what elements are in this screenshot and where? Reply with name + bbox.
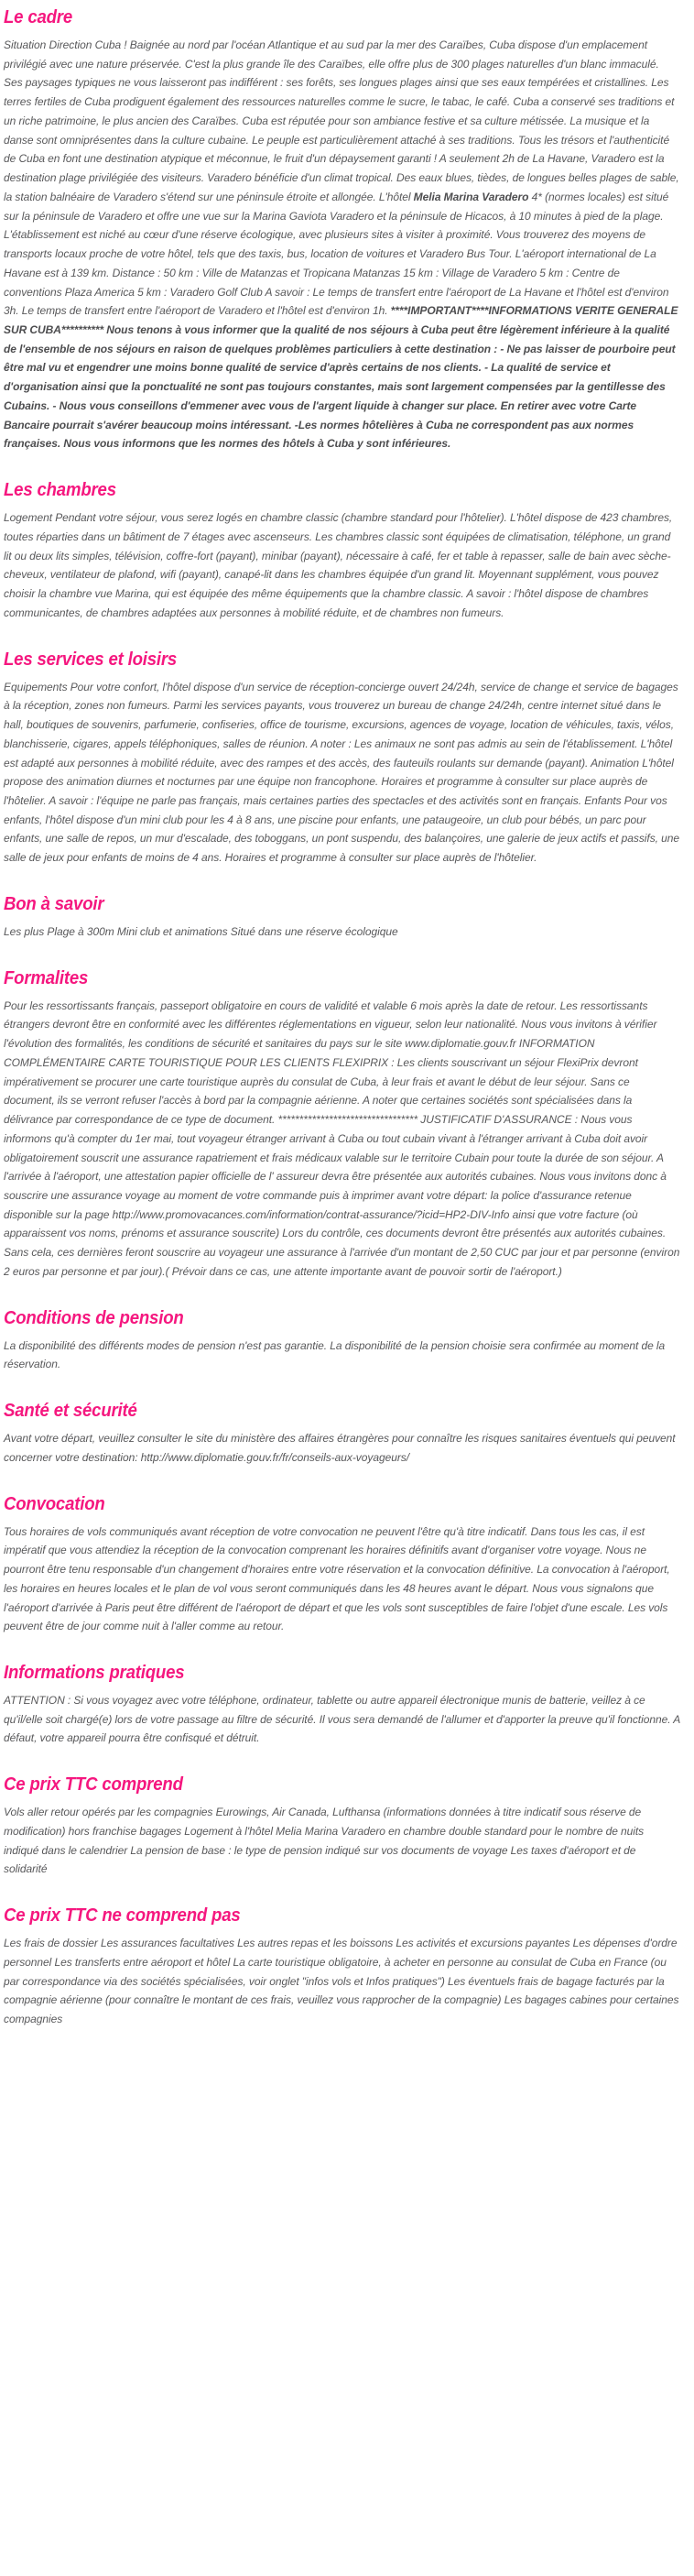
section-les-chambres [4,480,690,622]
section-title-sante-et-securite: Santé et sécurité [4,1401,137,1422]
section-body-convocation: Tous horaires de vols communiqués avant réception de votre convocation ne peuvent l'être qu'à titre indicatif. Dans tous les cas, il est impératif que vous attendiez la réception de la convocation comprenant les horaires définitifs avant d'organiser votre voyage. Nous ne pourront être tenu responsable d'un changement d'horaires entre votre réservation et la convocation définitive. La convocation à l'aéroport, les horaires en heures locales et le plan de vol vous seront communiqués dans les 48 heures avant le départ. Nous vous signalons que l'aéroport d'arrivée à Paris peut être différent de l'aéroport de départ et que les vols sont susceptibles de faire l'objet d'une escale. Les vols peuvent être de jour comme nuit à l'aller comme au retour. [4,1524,670,1633]
section-les-services-et-loisirs [4,649,690,868]
section-title-informations-pratiques: Informations pratiques [4,1663,185,1683]
hotel-name: Melia Marina Varadero [413,190,529,203]
section-ce-prix-ttc-comprend [4,1774,690,1879]
section-body-informations-pratiques: ATTENTION : Si vous voyagez avec votre téléphone, ordinateur, tablette ou autre appareil électronique munis de batterie, veillez à ce qu'il/elle soit chargé(e) lors de votre passage au filtre de sécurité. Il vous sera demandé de l'allumer et d'apporter la preuve qu'il fonctionne. A défaut, votre appareil pourra être confisqué et détruit. [4,1694,680,1745]
section-body-les-services-et-loisirs: Equipements Pour votre confort, l'hôtel dispose d'un service de réception-concierge ouvert 24/24h, service de change et service de bagages à la réception, zones non fumeurs. Parmi les services payants, vous trouverez un bureau de change 24/24h, centre internet situé dans le hall, boutiques de souvenirs, parfumerie, confiseries, office de tourisme, excursions, agences de voyage, location de véhicules, taxis, vélos, blanchisserie, cigares, appels téléphoniques, salles de réunion. A noter : Les animaux ne sont pas admis au sein de l'établissement. L'hôtel est adapté aux personnes à mobilité réduite, avec des rampes et des accès, des fauteuils roulants sur demande (payant). Animation L'hôtel propose des animation diurnes et nocturnes par une équipe non francophone. Horaires et programme à consulter sur place auprès de l'hôtelier. A savoir : l'équipe ne parle pas français, mais certaines parties des spectacles et des activités sont en français. Enfants Pour vos enfants, l'hôtel dispose d'un mini club pour les 4 à 8 ans, une piscine pour enfants, une pataugeoire, un club pour bébés, un parc pour enfants, une salle de repos, un mur d'escalade, des toboggans, un pont suspendu, des balançoires, une galerie de jeux actifs et passifs, une salle de jeux pour enfants de moins de 4 ans. Horaires et programme à consulter sur place auprès de l'hôtelier. [4,680,680,865]
section-body-le-cadre [4,36,680,453]
le-cadre-lead-text: Situation Direction Cuba ! Baignée au nord par l'océan Atlantique et au sud par la mer des Caraïbes, Cuba dispose d'un emplacement privilégié avec une nature préservée. C'est la plus grande île des Caraïbes, elle offre plus de 300 plages naturelles d'un blanc immaculé. Ses paysages typiques ne vous laisseront pas indifférent : ses forêts, ses longues plages ainsi que ses eaux tempérées et cristallines. Les terres fertiles de Cuba prodiguent également des ressources naturelles comme le sucre, le tabac, le café. Cuba a conservé ses traditions et un riche patrimoine, le plus ancien des Caraïbes. Cuba est réputée pour son ambiance festive et sa culture métissée. La musique et la danse sont omniprésentes dans la culture cubaine. Le peuple est particulièrement attaché à ses traditions. Tous les trésors et l'authenticité de Cuba en font une destination atypique et méconnue, le fruit d'un dépaysement garanti ! A seulement 2h de La Havane, Varadero est la destination plage privilégiée des visiteurs. Varadero bénéficie d'un climat tropical. Des eaux blues, tièdes, de longues belles plages de sable, la station balnéaire de Varadero s'étend sur une péninsule étroite et allongée. L'hôtel [4,38,679,203]
section-title-conditions-de-pension: Conditions de pension [4,1307,184,1328]
section-body-bon-a-savoir: Les plus Plage à 300m Mini club et animations Situé dans une réserve écologique [4,924,398,938]
section-body-formalites: Pour les ressortissants français, passeport obligatoire en cours de validité et valable 6 mois après la date de retour. Les ressortissants étrangers devront être en conformité avec les différentes réglementations en vigueur, selon leur nationalité. Nous vous invitons à vérifier l'évolution des formalités, les conditions de sécurité et sanitaires du pays sur le site www.diplomatie.gouv.fr INFORMATION COMPLÉMENTAIRE CARTE TOURISTIQUE POUR LES CLIENTS FLEXIPRIX : Les clients souscrivant un séjour FlexiPrix devront impérativement se procurer une carte touristique auprès du consulat de Cuba, à leur frais et avant le début de leur séjour. Sans ce document, ils se verront refuser l'accès à bord par la compagnie aérienne. A noter que certaines sociétés sont spécialisées dans la délivrance par correspondance de ce type de document. ********************************* JUSTIFICATIF D'ASSURANCE : Nous vous informons qu'à compter du 1er mai, tout voyageur étranger arrivant à Cuba ou tout cubain vivant à l'étranger arrivant à Cuba doit avoir obligatoirement souscrit une assurance rapatriement et frais médicaux valable sur le territoire Cubain pour toute la durée de son séjour. A l'arrivée à l'aéroport, une attestation papier officielle de l' assureur devra être présentée aux autorités cubaines. Nous vous invitons donc à souscrire une assurance voyage au moment de votre commande puis à imprimer avant votre départ: la police d'assurance retenue disponible sur la page http://www.promovacances.com/information/contrat-assurance/?icid=HP2-DIV-Info ainsi que votre facture (où apparaissent vos noms, prénoms et assurance souscrite) Lors du contrôle, ces documents devront être présentés aux autorités cubaines. Sans cela, ces dernières feront souscrire au voyageur une assurance à l'arrivée d'un montant de 2,50 CUC par jour et par personne (environ 2 euros par personne et par jour).( Prévoir dans ce cas, une attente importante avant de pouvoir sortir de l'aéroport.) [4,999,680,1278]
section-ce-prix-ttc-ne-comprend-pas [4,1905,690,2029]
section-body-ce-prix-ttc-comprend: Vols aller retour opérés par les compagnies Eurowings, Air Canada, Lufthansa (informations données à titre indicatif sous réserve de modification) hors franchise bagages Logement à l'hôtel Melia Marina Varadero en chambre double standard pour le nombre de nuits indiqué dans le calendrier La pension de base : le type de pension indiqué sur vos documents de voyage Les taxes d'aéroport et de solidarité [4,1806,645,1876]
section-convocation [4,1494,690,1636]
section-title-les-chambres: Les chambres [4,480,116,501]
section-title-ce-prix-ttc-ne-comprend-pas: Ce prix TTC ne comprend pas [4,1905,241,1927]
important-notice-text: ****IMPORTANT****INFORMATIONS VERITE GENERALE SUR CUBA********** Nous tenons à vous informer que la qualité de nos séjours à Cuba peut être légèrement inférieure à la qualité de l'ensemble de nos séjours en raison de quelques problèmes particuliers à cette destination : - Ne pas laisser de pourboire peut être mal vu et engendrer une moins bonne qualité de service d'après certains de nos clients. - La qualité de service et d'organisation ainsi que la ponctualité ne sont pas toujours constantes, mais sont largement compensées par la gentillesse des Cubains. - Nous vous conseillons d'emmener avec vous de l'argent liquide à changer sur place. En retirer avec votre Carte Bancaire pourrait s'avérer beaucoup moins intéressant. -Les normes hôtelières à Cuba ne correspondent pas aux normes françaises. Nous vous informons que les normes des hôtels à Cuba y sont inférieures. [4,304,678,451]
le-cadre-mid-text: 4* (normes locales) est situé sur la péninsule de Varadero et offre une vue sur la Marina Gaviota Varadero et la péninsule de Hicacos, à 10 minutes à pied de la plage. L'établissement est niché au cœur d'une réserve écologique, avec plusieurs sites à visiter à proximité. Vous trouverez des moyens de transports locaux proche de votre hôtel, tels que des taxis, bus, location de voitures et Varadero Bus Tour. L'aéroport international de La Havane est à 139 km. Distance : 50 km : Ville de Matanzas et Tropicana Matanzas 15 km : Village de Varadero 5 km : Centre de conventions Plaza America 5 km : Varadero Golf Club A savoir : Le temps de transfert entre l'aéroport de La Havane et l'hôtel est d'environ 3h. Le temps de transfert entre l'aéroport de Varadero et l'hôtel est d'environ 1h. [4,190,669,318]
section-body-ce-prix-ttc-ne-comprend-pas: Les frais de dossier Les assurances facultatives Les autres repas et les boissons Les activités et excursions payantes Les dépenses d'ordre personnel Les transferts entre aéroport et hôtel La carte touristique obligatoire, à acheter en personne au consulat de Cuba en France (ou par correspondance via des sociétés spécialisées, voir onglet "infos vols et Infos pratiques") Les éventuels frais de bagage facturés par la compagnie aérienne (pour connaître le montant de ces frais, veuillez vous rapprocher de la compagnie) Les bagages cabines pour certaines compagnies [4,1937,679,2026]
section-le-cadre [4,7,690,453]
section-body-sante-et-securite: Avant votre départ, veuillez consulter le site du ministère des affaires étrangères pour connaître les risques sanitaires éventuels qui peuvent concerner votre destination: http://www.diplomatie.gouv.fr/fr/conseils-aux-voyageurs/ [4,1432,676,1464]
section-conditions-de-pension [4,1308,690,1374]
section-sante-et-securite [4,1401,690,1467]
section-title-le-cadre: Le cadre [4,7,73,27]
section-body-conditions-de-pension: La disponibilité des différents modes de pension n'est pas garantie. La disponibilité de la pension choisie sera confirmée au moment de la réservation. [4,1338,666,1371]
section-title-ce-prix-ttc-comprend: Ce prix TTC comprend [4,1774,183,1796]
section-title-formalites: Formalites [4,967,89,988]
section-bon-a-savoir [4,894,690,942]
product-description-page [0,7,694,2035]
section-formalites [4,968,690,1282]
section-title-convocation: Convocation [4,1493,105,1514]
section-informations-pratiques [4,1663,690,1748]
section-title-les-services-et-loisirs: Les services et loisirs [4,649,178,670]
section-body-les-chambres: Logement Pendant votre séjour, vous serez logés en chambre classic (chambre standard pour l'hôtelier). L'hôtel dispose de 423 chambres, toutes réparties dans un bâtiment de 7 étages avec ascenseurs. Les chambres classic sont équipées de climatisation, téléphone, un grand lit ou deux lits simples, télévision, coffre-fort (payant), minibar (payant), nécessaire à café, fer et table à repasser, salle de bain avec sèche-cheveux, ventilateur de plafond, wifi (payant), canapé-lit dans les chambres équipée d'un grand lit. Moyennant supplément, vous pouvez choisir la chambre vue Marina, qui est équipée des même équipements que la chambre classic. A savoir : l'hôtel dispose de chambres communicantes, de chambres adaptées aux personnes à mobilité réduite, et de chambres non fumeurs. [4,511,673,619]
section-title-bon-a-savoir: Bon à savoir [4,893,104,914]
